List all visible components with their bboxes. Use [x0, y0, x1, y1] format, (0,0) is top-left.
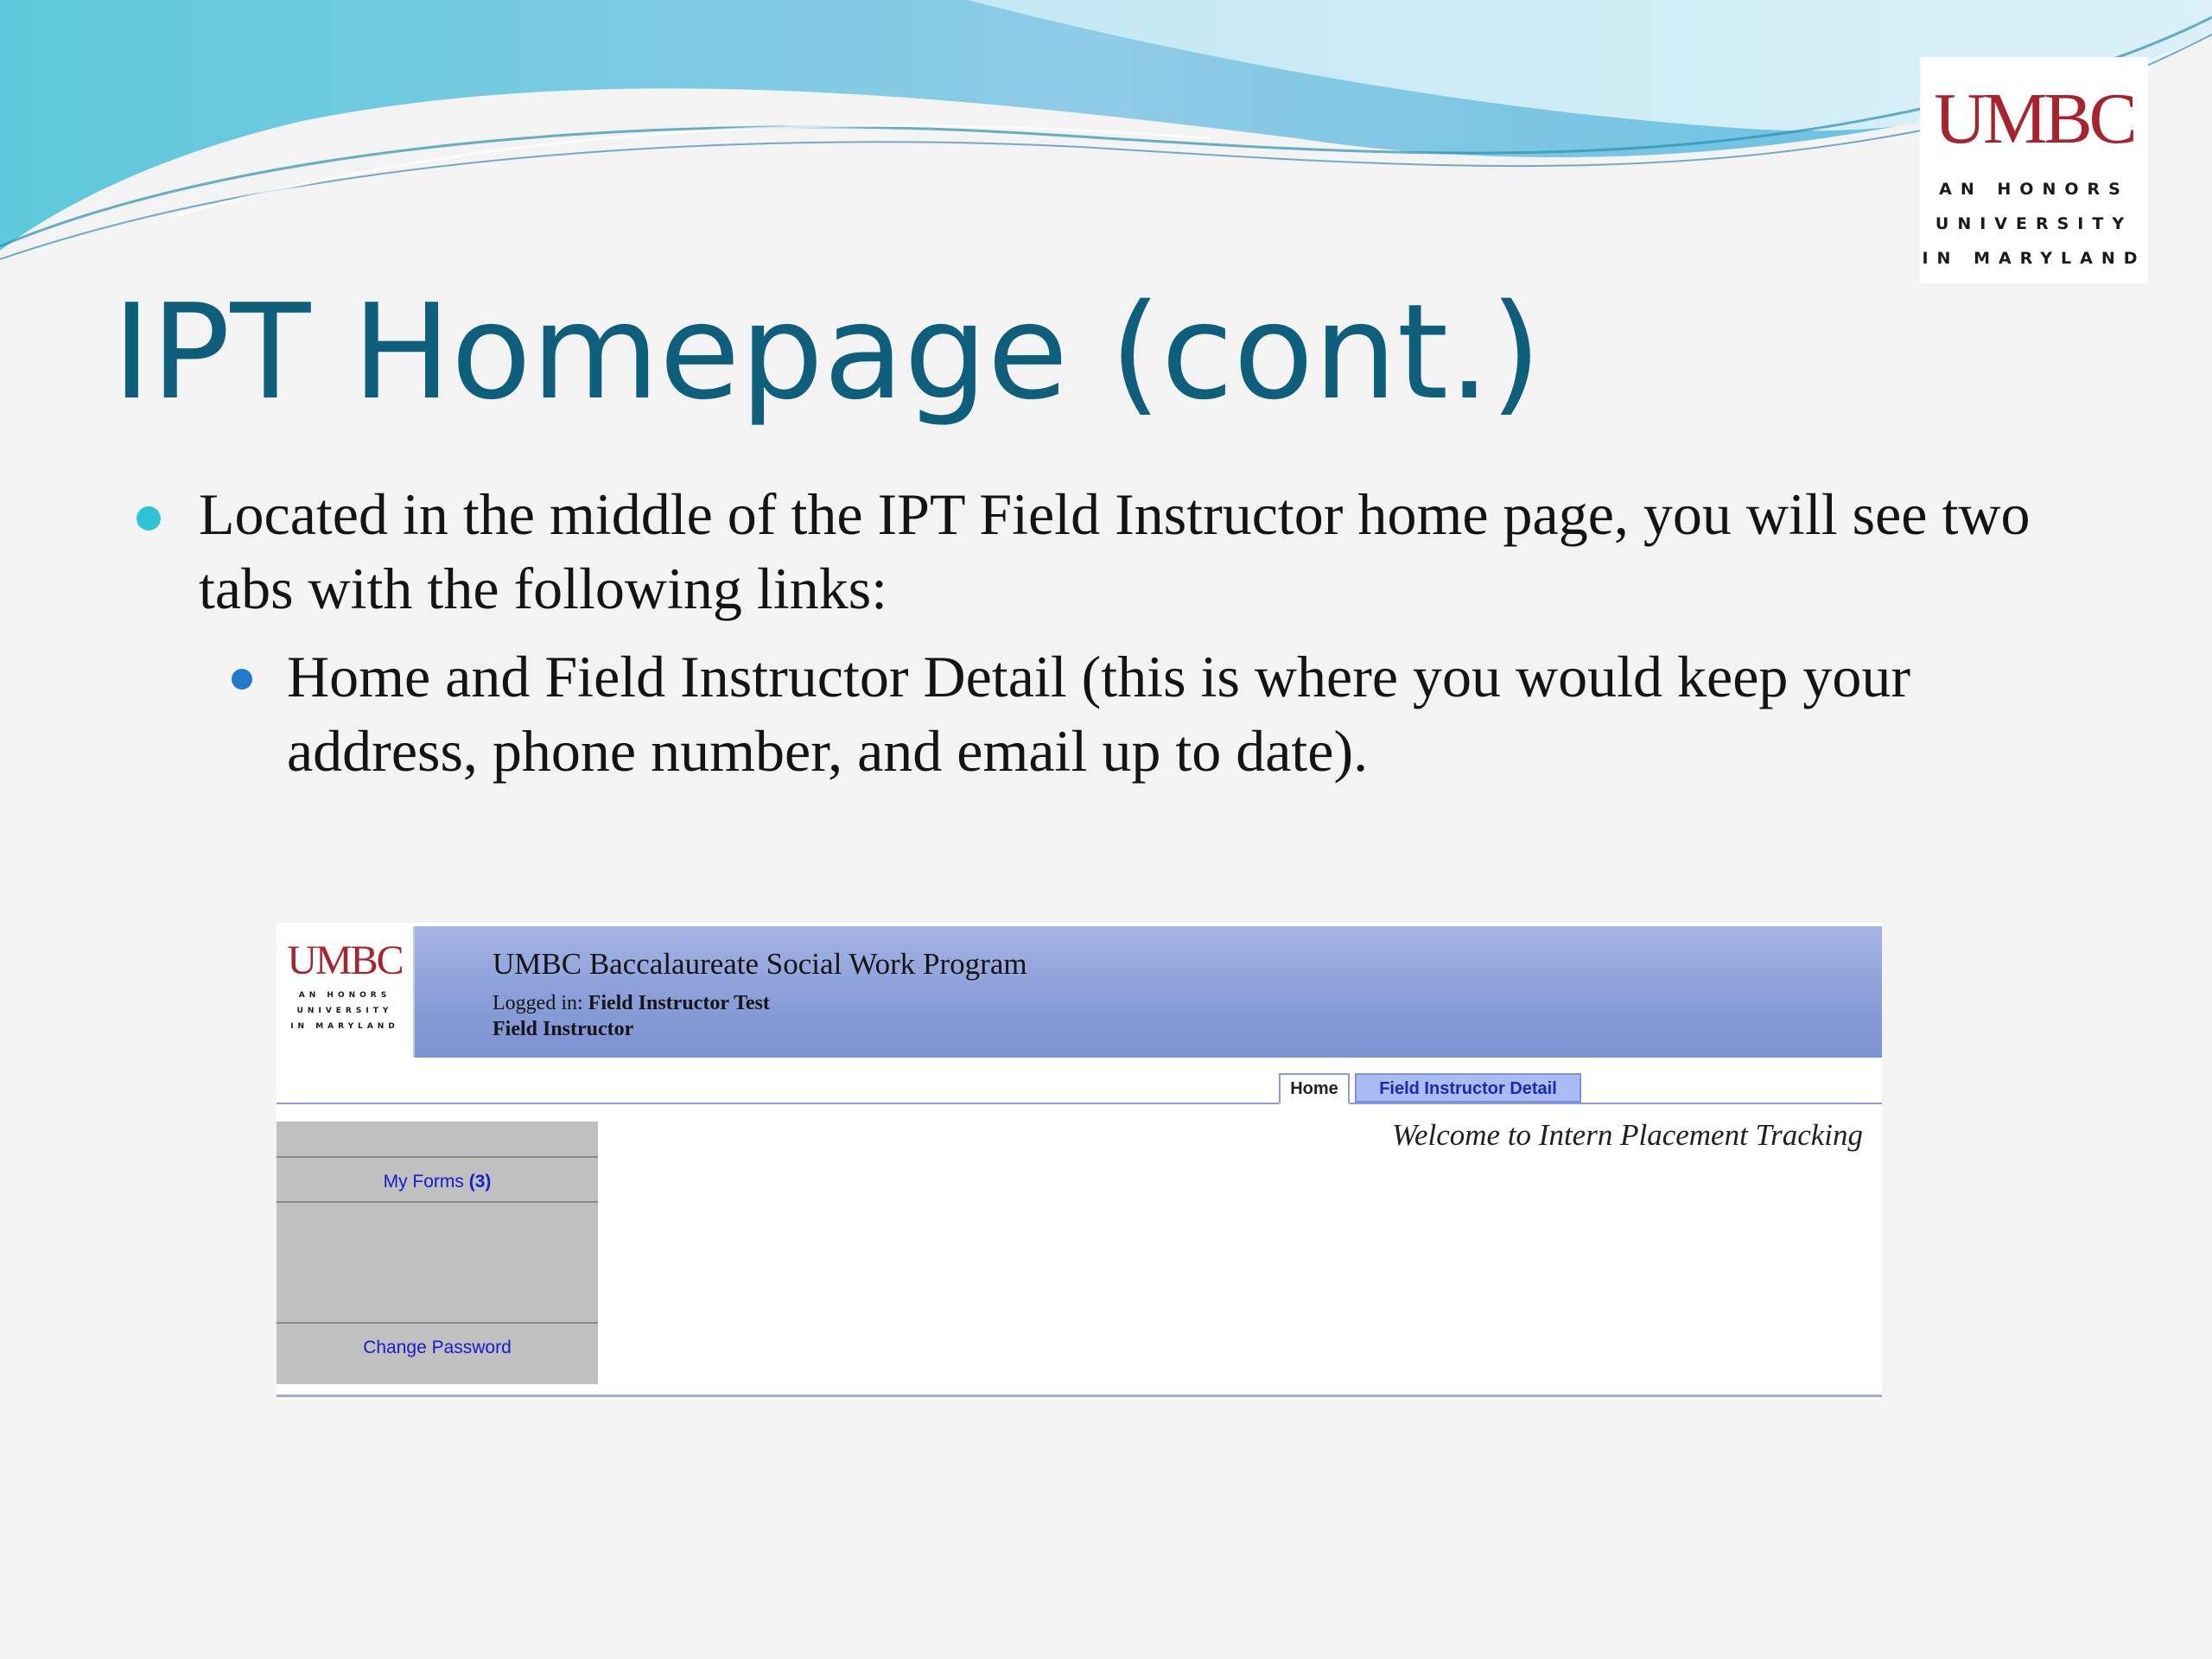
ipt-umbc-logo	[276, 926, 415, 1058]
my-forms-label: My Forms	[383, 1172, 464, 1192]
slide-title: IPT Homepage (cont.)	[112, 276, 1541, 429]
bullet-level-2: Home and Field Instructor Detail (this is where you would keep your address, phone number, and email up to date).	[287, 644, 1911, 784]
umbc-logo-wordmark: UMBC	[1934, 79, 2134, 159]
logged-in-label: Logged in:	[493, 992, 583, 1014]
welcome-message: Welcome to Intern Placement Tracking	[1392, 1118, 1863, 1152]
ipt-logo-tagline-2: UNIVERSITY	[296, 1007, 393, 1015]
ipt-logo-tagline-3: IN MARYLAND	[290, 1022, 399, 1031]
logged-in-user: Field Instructor Test	[588, 992, 770, 1014]
ipt-logo-wordmark: UMBC	[287, 938, 403, 983]
sidebar-divider	[276, 1322, 598, 1324]
my-forms-link[interactable]	[276, 1170, 598, 1194]
logged-in-info	[493, 990, 770, 1016]
umbc-logo	[1920, 57, 2148, 283]
change-password-link[interactable]: Change Password	[363, 1338, 512, 1357]
ipt-logo-tagline-1: AN HONORS	[298, 991, 391, 1000]
my-forms-count: (3)	[468, 1172, 492, 1192]
sidebar-divider	[276, 1201, 598, 1203]
umbc-logo-tagline-1: AN HONORS	[1939, 180, 2129, 199]
tab-bar-line	[276, 1103, 1882, 1104]
sidebar-divider	[276, 1156, 598, 1158]
sub-bullet-dot-icon	[232, 669, 252, 690]
sidebar-menu	[276, 1122, 598, 1384]
bullet-dot-icon	[137, 506, 161, 531]
tab-home[interactable]: Home	[1279, 1073, 1350, 1104]
bullet-level-1: Located in the middle of the IPT Field Instructor home page, you will see two tabs with the following links:	[199, 481, 2031, 621]
umbc-logo-tagline-3: IN MARYLAND	[1922, 249, 2146, 268]
content-bottom-line	[276, 1395, 1882, 1397]
tab-field-instructor-detail[interactable]: Field Instructor Detail	[1355, 1073, 1581, 1103]
ipt-homepage-screenshot	[276, 923, 1882, 1400]
umbc-logo-tagline-2: UNIVERSITY	[1935, 214, 2133, 233]
program-title: UMBC Baccalaureate Social Work Program	[493, 947, 1027, 981]
header-wave-decoration	[0, 0, 2212, 276]
user-role: Field Instructor	[493, 1018, 634, 1040]
